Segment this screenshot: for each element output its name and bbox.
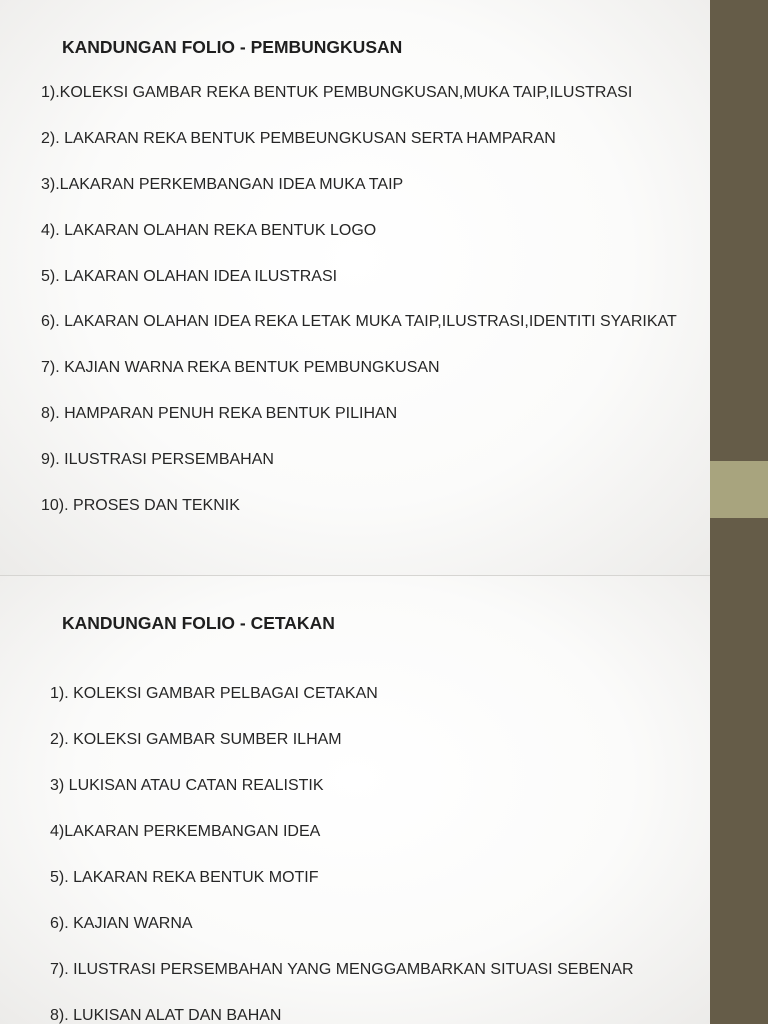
list-item: 6). KAJIAN WARNA	[50, 915, 193, 932]
list-item: 1).KOLEKSI GAMBAR REKA BENTUK PEMBUNGKUSAN,MUKA TAIP,ILUSTRASI	[41, 84, 633, 101]
list-item: 4)LAKARAN PERKEMBANGAN IDEA	[50, 823, 321, 840]
slide-cetakan	[0, 576, 710, 1024]
list-item: 9). ILUSTRASI PERSEMBAHAN	[41, 451, 274, 469]
list-item: 8). HAMPARAN PENUH REKA BENTUK PILIHAN	[41, 405, 398, 423]
list-item: 5). LAKARAN OLAHAN IDEA ILUSTRASI	[41, 267, 338, 285]
list-item: 3).LAKARAN PERKEMBANGAN IDEA MUKA TAIP	[41, 175, 404, 193]
sidebar-accent-block	[710, 461, 768, 518]
list-item: 2). LAKARAN REKA BENTUK PEMBEUNGKUSAN SERTA HAMPARAN	[41, 129, 556, 147]
list-item: 1). KOLEKSI GAMBAR PELBAGAI CETAKAN	[50, 685, 378, 702]
list-item: 5). LAKARAN REKA BENTUK MOTIF	[50, 869, 319, 886]
list-item: 4). LAKARAN OLAHAN REKA BENTUK LOGO	[41, 221, 377, 239]
list-item: 7). KAJIAN WARNA REKA BENTUK PEMBUNGKUSAN	[41, 359, 440, 377]
slide-title: KANDUNGAN FOLIO - CETAKAN	[62, 613, 335, 633]
list-item: 8). LUKISAN ALAT DAN BAHAN	[50, 1007, 282, 1024]
list-item: 2). KOLEKSI GAMBAR SUMBER ILHAM	[50, 731, 342, 748]
content-list	[41, 82, 677, 541]
slide-title: KANDUNGAN FOLIO - PEMBUNGKUSAN	[62, 37, 403, 57]
list-item: 10). PROSES DAN TEKNIK	[41, 497, 240, 515]
list-item: 3) LUKISAN ATAU CATAN REALISTIK	[50, 777, 324, 794]
list-item: 7). ILUSTRASI PERSEMBAHAN YANG MENGGAMBARKAN SITUASI SEBENAR	[50, 961, 634, 978]
content-list	[50, 683, 634, 1024]
list-item: 6). LAKARAN OLAHAN IDEA REKA LETAK MUKA TAIP,ILUSTRASI,IDENTITI SYARIKAT	[41, 313, 677, 331]
